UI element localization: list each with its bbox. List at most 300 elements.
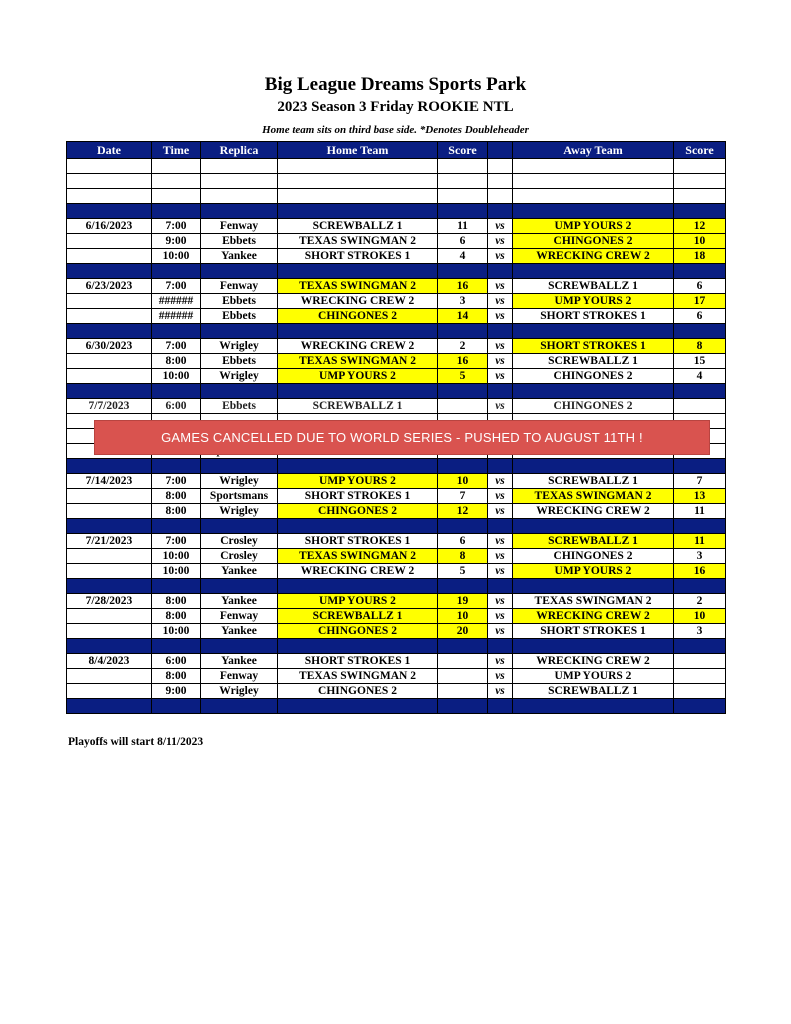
table-header-row — [67, 142, 726, 159]
separator-cell — [201, 579, 278, 594]
home-team: SHORT STROKES 1 — [278, 249, 438, 264]
game-date — [67, 294, 152, 309]
game-time: 9:00 — [152, 684, 201, 699]
vs-label: vs — [488, 234, 513, 249]
game-date: 7/21/2023 — [67, 534, 152, 549]
home-score: 5 — [438, 369, 488, 384]
away-team: UMP YOURS 2 — [513, 669, 674, 684]
game-row — [67, 534, 726, 549]
separator-cell — [674, 264, 726, 279]
away-team: SHORT STROKES 1 — [513, 309, 674, 324]
separator-cell — [201, 204, 278, 219]
game-row — [67, 234, 726, 249]
vs-label: vs — [488, 534, 513, 549]
game-date: 7/7/2023 — [67, 399, 152, 414]
home-score: 6 — [438, 234, 488, 249]
blank-cell — [201, 159, 278, 174]
game-replica-field: Ebbets — [201, 354, 278, 369]
game-time: 10:00 — [152, 624, 201, 639]
away-score: 17 — [674, 294, 726, 309]
vs-label: vs — [488, 249, 513, 264]
col-header-home-team: Home Team — [278, 142, 438, 159]
game-replica-field: Wrigley — [201, 474, 278, 489]
separator-cell — [488, 324, 513, 339]
away-team: SHORT STROKES 1 — [513, 624, 674, 639]
game-row — [67, 504, 726, 519]
blank-cell — [67, 159, 152, 174]
separator-cell — [488, 459, 513, 474]
game-replica-field: Wrigley — [201, 684, 278, 699]
game-replica-field: Fenway — [201, 669, 278, 684]
game-time: 8:00 — [152, 489, 201, 504]
col-header-away-score: Score — [674, 142, 726, 159]
away-score: 10 — [674, 234, 726, 249]
home-score: 10 — [438, 609, 488, 624]
schedule-note: Home team sits on third base side. *Denotes Doubleheader — [262, 124, 529, 136]
vs-label: vs — [488, 369, 513, 384]
separator-cell — [201, 519, 278, 534]
separator-cell — [278, 384, 438, 399]
away-score: 2 — [674, 594, 726, 609]
game-date — [67, 354, 152, 369]
home-score: 5 — [438, 564, 488, 579]
home-score: 6 — [438, 534, 488, 549]
home-score: 20 — [438, 624, 488, 639]
away-team: SCREWBALLZ 1 — [513, 474, 674, 489]
separator-cell — [488, 519, 513, 534]
col-header-vs — [488, 142, 513, 159]
blank-cell — [278, 159, 438, 174]
separator-cell — [513, 384, 674, 399]
vs-label: vs — [488, 489, 513, 504]
separator-cell — [278, 459, 438, 474]
blank-cell — [278, 189, 438, 204]
home-team: TEXAS SWINGMAN 2 — [278, 669, 438, 684]
separator-cell — [488, 639, 513, 654]
game-row — [67, 669, 726, 684]
home-team: TEXAS SWINGMAN 2 — [278, 234, 438, 249]
separator-cell — [278, 579, 438, 594]
separator-cell — [67, 639, 152, 654]
week-separator-row — [67, 639, 726, 654]
week-separator-row — [67, 459, 726, 474]
game-time: 10:00 — [152, 249, 201, 264]
home-team: TEXAS SWINGMAN 2 — [278, 279, 438, 294]
separator-cell — [152, 384, 201, 399]
game-row — [67, 654, 726, 669]
separator-cell — [278, 264, 438, 279]
home-team: SHORT STROKES 1 — [278, 654, 438, 669]
separator-cell — [201, 459, 278, 474]
away-score: 16 — [674, 564, 726, 579]
home-team: CHINGONES 2 — [278, 624, 438, 639]
separator-cell — [201, 264, 278, 279]
blank-cell — [152, 159, 201, 174]
game-date: 8/4/2023 — [67, 654, 152, 669]
separator-cell — [488, 384, 513, 399]
separator-cell — [438, 699, 488, 714]
separator-cell — [674, 639, 726, 654]
away-score: 3 — [674, 624, 726, 639]
game-replica-field: Ebbets — [201, 399, 278, 414]
game-time: 8:00 — [152, 354, 201, 369]
away-team: CHINGONES 2 — [513, 549, 674, 564]
separator-cell — [438, 324, 488, 339]
game-time: 8:00 — [152, 594, 201, 609]
game-date — [67, 669, 152, 684]
blank-cell — [152, 189, 201, 204]
game-time: 8:00 — [152, 669, 201, 684]
col-header-date: Date — [67, 142, 152, 159]
game-row — [67, 564, 726, 579]
away-score: 7 — [674, 474, 726, 489]
separator-cell — [278, 204, 438, 219]
separator-cell — [201, 639, 278, 654]
blank-cell — [438, 189, 488, 204]
separator-cell — [674, 699, 726, 714]
home-team: WRECKING CREW 2 — [278, 339, 438, 354]
away-team: CHINGONES 2 — [513, 399, 674, 414]
separator-cell — [152, 699, 201, 714]
home-team: CHINGONES 2 — [278, 684, 438, 699]
home-score: 7 — [438, 489, 488, 504]
separator-cell — [674, 579, 726, 594]
separator-cell — [513, 204, 674, 219]
game-time: 7:00 — [152, 474, 201, 489]
separator-cell — [488, 204, 513, 219]
separator-cell — [438, 459, 488, 474]
home-team: UMP YOURS 2 — [278, 594, 438, 609]
game-row — [67, 474, 726, 489]
separator-cell — [152, 264, 201, 279]
game-time: 7:00 — [152, 219, 201, 234]
game-replica-field: Wrigley — [201, 339, 278, 354]
game-row — [67, 624, 726, 639]
game-date — [67, 369, 152, 384]
home-score — [438, 684, 488, 699]
separator-cell — [201, 699, 278, 714]
home-score: 3 — [438, 294, 488, 309]
away-score — [674, 684, 726, 699]
blank-cell — [674, 189, 726, 204]
game-date — [67, 234, 152, 249]
game-replica-field: Fenway — [201, 279, 278, 294]
week-separator-row — [67, 699, 726, 714]
away-team: SHORT STROKES 1 — [513, 339, 674, 354]
away-score: 10 — [674, 609, 726, 624]
separator-cell — [438, 579, 488, 594]
vs-label: vs — [488, 399, 513, 414]
game-date — [67, 249, 152, 264]
home-team: WRECKING CREW 2 — [278, 564, 438, 579]
blank-cell — [674, 174, 726, 189]
separator-cell — [67, 264, 152, 279]
game-date: 6/16/2023 — [67, 219, 152, 234]
blank-cell — [201, 174, 278, 189]
separator-cell — [152, 204, 201, 219]
vs-label: vs — [488, 474, 513, 489]
vs-label: vs — [488, 549, 513, 564]
separator-cell — [438, 639, 488, 654]
game-replica-field: Wrigley — [201, 369, 278, 384]
week-separator-row — [67, 519, 726, 534]
separator-cell — [674, 204, 726, 219]
home-team: UMP YOURS 2 — [278, 369, 438, 384]
home-team: SCREWBALLZ 1 — [278, 219, 438, 234]
vs-label: vs — [488, 654, 513, 669]
away-score: 6 — [674, 279, 726, 294]
away-team: CHINGONES 2 — [513, 234, 674, 249]
home-score: 11 — [438, 219, 488, 234]
home-score: 14 — [438, 309, 488, 324]
home-team: SHORT STROKES 1 — [278, 534, 438, 549]
game-time: 10:00 — [152, 549, 201, 564]
home-team: TEXAS SWINGMAN 2 — [278, 354, 438, 369]
game-row — [67, 399, 726, 414]
away-team: WRECKING CREW 2 — [513, 504, 674, 519]
home-score — [438, 654, 488, 669]
game-replica-field: Wrigley — [201, 504, 278, 519]
game-time: 8:00 — [152, 609, 201, 624]
game-date: 6/23/2023 — [67, 279, 152, 294]
game-row — [67, 279, 726, 294]
separator-cell — [438, 264, 488, 279]
col-header-away-team: Away Team — [513, 142, 674, 159]
vs-label: vs — [488, 294, 513, 309]
game-date: 6/30/2023 — [67, 339, 152, 354]
away-team: SCREWBALLZ 1 — [513, 684, 674, 699]
home-score: 4 — [438, 249, 488, 264]
away-score: 15 — [674, 354, 726, 369]
separator-cell — [438, 384, 488, 399]
separator-cell — [674, 324, 726, 339]
separator-cell — [278, 519, 438, 534]
vs-label: vs — [488, 339, 513, 354]
away-team: WRECKING CREW 2 — [513, 249, 674, 264]
separator-cell — [152, 579, 201, 594]
vs-label: vs — [488, 564, 513, 579]
game-row — [67, 294, 726, 309]
away-team: WRECKING CREW 2 — [513, 609, 674, 624]
away-team: SCREWBALLZ 1 — [513, 279, 674, 294]
game-replica-field: Fenway — [201, 609, 278, 624]
separator-cell — [513, 459, 674, 474]
game-date — [67, 504, 152, 519]
away-score: 3 — [674, 549, 726, 564]
game-row — [67, 354, 726, 369]
separator-cell — [488, 264, 513, 279]
game-time: 7:00 — [152, 279, 201, 294]
separator-cell — [513, 579, 674, 594]
separator-cell — [488, 699, 513, 714]
game-date — [67, 624, 152, 639]
home-team: SCREWBALLZ 1 — [278, 609, 438, 624]
blank-cell — [488, 189, 513, 204]
game-replica-field: Sportsmans — [201, 489, 278, 504]
game-replica-field: Crosley — [201, 549, 278, 564]
game-replica-field: Fenway — [201, 219, 278, 234]
week-separator-row — [67, 324, 726, 339]
home-score: 12 — [438, 504, 488, 519]
week-separator-row — [67, 384, 726, 399]
game-date — [67, 549, 152, 564]
blank-row — [67, 159, 726, 174]
home-team: CHINGONES 2 — [278, 504, 438, 519]
away-score: 18 — [674, 249, 726, 264]
game-time: ###### — [152, 294, 201, 309]
home-score: 19 — [438, 594, 488, 609]
away-team: UMP YOURS 2 — [513, 219, 674, 234]
away-score: 13 — [674, 489, 726, 504]
separator-cell — [513, 264, 674, 279]
separator-cell — [674, 459, 726, 474]
blank-cell — [513, 189, 674, 204]
game-row — [67, 489, 726, 504]
separator-cell — [513, 699, 674, 714]
game-date: 7/28/2023 — [67, 594, 152, 609]
away-team: WRECKING CREW 2 — [513, 654, 674, 669]
game-row — [67, 249, 726, 264]
game-row — [67, 684, 726, 699]
home-score: 16 — [438, 279, 488, 294]
separator-cell — [152, 639, 201, 654]
separator-cell — [674, 519, 726, 534]
game-date: 7/14/2023 — [67, 474, 152, 489]
game-replica-field: Ebbets — [201, 309, 278, 324]
game-date — [67, 489, 152, 504]
game-row — [67, 549, 726, 564]
playoffs-note: Playoffs will start 8/11/2023 — [68, 736, 204, 748]
vs-label: vs — [488, 684, 513, 699]
blank-cell — [513, 174, 674, 189]
vs-label: vs — [488, 504, 513, 519]
game-row — [67, 309, 726, 324]
col-header-replica: Replica — [201, 142, 278, 159]
blank-cell — [278, 174, 438, 189]
game-replica-field: Yankee — [201, 654, 278, 669]
separator-cell — [513, 324, 674, 339]
cancellation-banner: GAMES CANCELLED DUE TO WORLD SERIES - PUSHED TO AUGUST 11TH ! — [94, 420, 710, 455]
home-team: WRECKING CREW 2 — [278, 294, 438, 309]
game-replica-field: Yankee — [201, 624, 278, 639]
game-time: ###### — [152, 309, 201, 324]
vs-label: vs — [488, 219, 513, 234]
home-score: 2 — [438, 339, 488, 354]
separator-cell — [513, 519, 674, 534]
vs-label: vs — [488, 279, 513, 294]
separator-cell — [152, 459, 201, 474]
separator-cell — [67, 459, 152, 474]
blank-row — [67, 189, 726, 204]
away-score: 4 — [674, 369, 726, 384]
separator-cell — [152, 324, 201, 339]
home-score: 8 — [438, 549, 488, 564]
away-score: 11 — [674, 534, 726, 549]
away-team: SCREWBALLZ 1 — [513, 354, 674, 369]
blank-cell — [201, 189, 278, 204]
separator-cell — [513, 639, 674, 654]
game-replica-field: Ebbets — [201, 294, 278, 309]
game-date — [67, 609, 152, 624]
separator-cell — [201, 324, 278, 339]
away-team: CHINGONES 2 — [513, 369, 674, 384]
vs-label: vs — [488, 594, 513, 609]
away-score: 11 — [674, 504, 726, 519]
separator-cell — [67, 579, 152, 594]
separator-cell — [67, 519, 152, 534]
away-score: 8 — [674, 339, 726, 354]
blank-row — [67, 174, 726, 189]
col-header-home-score: Score — [438, 142, 488, 159]
week-separator-row — [67, 204, 726, 219]
away-score — [674, 399, 726, 414]
home-team: CHINGONES 2 — [278, 309, 438, 324]
blank-cell — [674, 159, 726, 174]
game-row — [67, 339, 726, 354]
game-replica-field: Yankee — [201, 564, 278, 579]
vs-label: vs — [488, 309, 513, 324]
blank-cell — [152, 174, 201, 189]
game-row — [67, 594, 726, 609]
home-team: TEXAS SWINGMAN 2 — [278, 549, 438, 564]
game-row — [67, 219, 726, 234]
vs-label: vs — [488, 624, 513, 639]
game-time: 6:00 — [152, 399, 201, 414]
blank-cell — [513, 159, 674, 174]
away-team: SCREWBALLZ 1 — [513, 534, 674, 549]
separator-cell — [67, 699, 152, 714]
away-team: UMP YOURS 2 — [513, 294, 674, 309]
separator-cell — [674, 384, 726, 399]
home-score — [438, 399, 488, 414]
home-team: SHORT STROKES 1 — [278, 489, 438, 504]
game-row — [67, 609, 726, 624]
separator-cell — [278, 699, 438, 714]
blank-cell — [488, 159, 513, 174]
game-time: 6:00 — [152, 654, 201, 669]
vs-label: vs — [488, 354, 513, 369]
away-score — [674, 654, 726, 669]
blank-cell — [67, 189, 152, 204]
page-subtitle: 2023 Season 3 Friday ROOKIE NTL — [277, 99, 514, 115]
separator-cell — [278, 324, 438, 339]
game-replica-field: Yankee — [201, 594, 278, 609]
page-title: Big League Dreams Sports Park — [264, 74, 527, 95]
vs-label: vs — [488, 609, 513, 624]
separator-cell — [67, 384, 152, 399]
separator-cell — [488, 579, 513, 594]
game-time: 10:00 — [152, 369, 201, 384]
home-score: 10 — [438, 474, 488, 489]
separator-cell — [438, 519, 488, 534]
blank-cell — [488, 174, 513, 189]
away-score — [674, 669, 726, 684]
blank-cell — [67, 174, 152, 189]
game-date — [67, 684, 152, 699]
game-date — [67, 564, 152, 579]
vs-label: vs — [488, 669, 513, 684]
home-team: UMP YOURS 2 — [278, 474, 438, 489]
away-team: TEXAS SWINGMAN 2 — [513, 489, 674, 504]
week-separator-row — [67, 579, 726, 594]
blank-cell — [438, 159, 488, 174]
home-score — [438, 669, 488, 684]
game-time: 7:00 — [152, 534, 201, 549]
away-score: 12 — [674, 219, 726, 234]
away-team: TEXAS SWINGMAN 2 — [513, 594, 674, 609]
away-team: UMP YOURS 2 — [513, 564, 674, 579]
home-score: 16 — [438, 354, 488, 369]
